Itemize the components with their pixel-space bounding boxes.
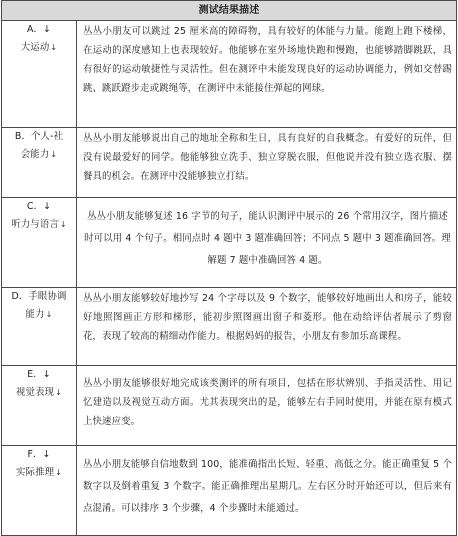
row-label-letter: C．↓: [26, 201, 52, 212]
row-content-text: 丛丛小朋友能够较好地抄写 24 个字母以及 9 个数字，能够较好地画出人和房子，能较好地照图画正方形和梯形，能初步照图画出窗子和菱形。他在动给评估者展示了剪窗花，表现了较高的精细动作能力。根据妈妈的报告，小朋友有参加乐高课程。: [83, 293, 452, 342]
row-content-cell: [77, 446, 457, 536]
row-label-text: 听力与语言↓: [11, 219, 67, 230]
row-content-cell: [77, 198, 457, 288]
row-content-text: 丛丛小朋友可以跳过 25 厘米高的障碍物，具有较好的体能与力量。能跑上跑下楼梯，在运动的深度感知上也表现较好。他能够在室外场地快跑和慢跑，也能够踏脚跳跃，具有很好的运动敏捷性与灵活性。但在测评中未能发现良好的运动协调能力，例如交替踢跳、跳跃蹬步走或跳绳等，在测评中未能接住弹起的网球。: [83, 26, 452, 94]
row-content-text: 丛丛小朋友能够复述 16 字节的句子，能认识测评中展示的 26 个常用汉字，图片描述时可以用 4 个句子。相同点时 4 题中 3 题准确回答；不同点 5 题中 3 题准确回答。理解题 7 题中准确回答 4 题。: [84, 211, 451, 266]
row-label-letter: D．手眼协调: [11, 291, 67, 302]
row-label-cell: [2, 198, 77, 288]
row-label-letter: F．↓: [27, 449, 51, 460]
row-label-cell: [2, 446, 77, 536]
row-content-text: 丛丛小朋友能够自信地数到 100，能准确指出长短、轻重、高低之分。能正确重复 5 个数字以及倒着重复 3 个数字。能正确推理出星期几。左右区分时开始还可以，但后来有点混淆。可以排序 3 个步骤，4 个步骤时未能通过。: [83, 459, 452, 514]
row-label-letter: E．↓: [27, 369, 51, 380]
table-row: [2, 198, 457, 288]
table-header-row: [2, 1, 457, 21]
row-label-cell: [2, 288, 77, 366]
row-label-cell: [2, 21, 77, 128]
row-label-text: 视觉表现↓: [16, 387, 62, 398]
table-row: [2, 21, 457, 128]
table-title: 测试结果描述: [198, 5, 260, 16]
row-content-cell: [77, 128, 457, 198]
row-label-cell: [2, 366, 77, 446]
row-content-cell: [77, 21, 457, 128]
test-results-table: [1, 0, 457, 536]
table-header: [2, 1, 457, 21]
table-row: [2, 446, 457, 536]
row-label-cell: [2, 128, 77, 198]
row-label-text: 会能力↓: [20, 149, 58, 160]
row-content-text: 丛丛小朋友能够说出自己的地址全称和生日，具有良好的自我概念。有爱好的玩伴，但没有说最爱好的同学。他能够独立洗手、独立穿脱衣服，但他说并没有独立选衣服、摆餐具的机会。在测评中没能够独立打结。: [83, 133, 452, 182]
row-content-cell: [77, 366, 457, 446]
row-content-cell: [77, 288, 457, 366]
table-row: [2, 128, 457, 198]
table-row: [2, 288, 457, 366]
row-label-text: 能力↓: [25, 309, 53, 320]
row-label-text: 大运动↓: [20, 42, 58, 53]
row-content-text: 丛丛小朋友能够很好地完成该类测评的所有项目，包括在形状辨别、手指灵活性、用记忆建造以及视觉互动方面。尤其表现突出的是，能够左右手同时使用，并能在原有模式上快速应变。: [83, 378, 452, 427]
table-row: [2, 366, 457, 446]
row-label-letter: B．个人-社: [14, 131, 64, 142]
row-label-text: 实际推理↓: [16, 467, 62, 478]
row-label-letter: A．↓: [26, 24, 52, 35]
